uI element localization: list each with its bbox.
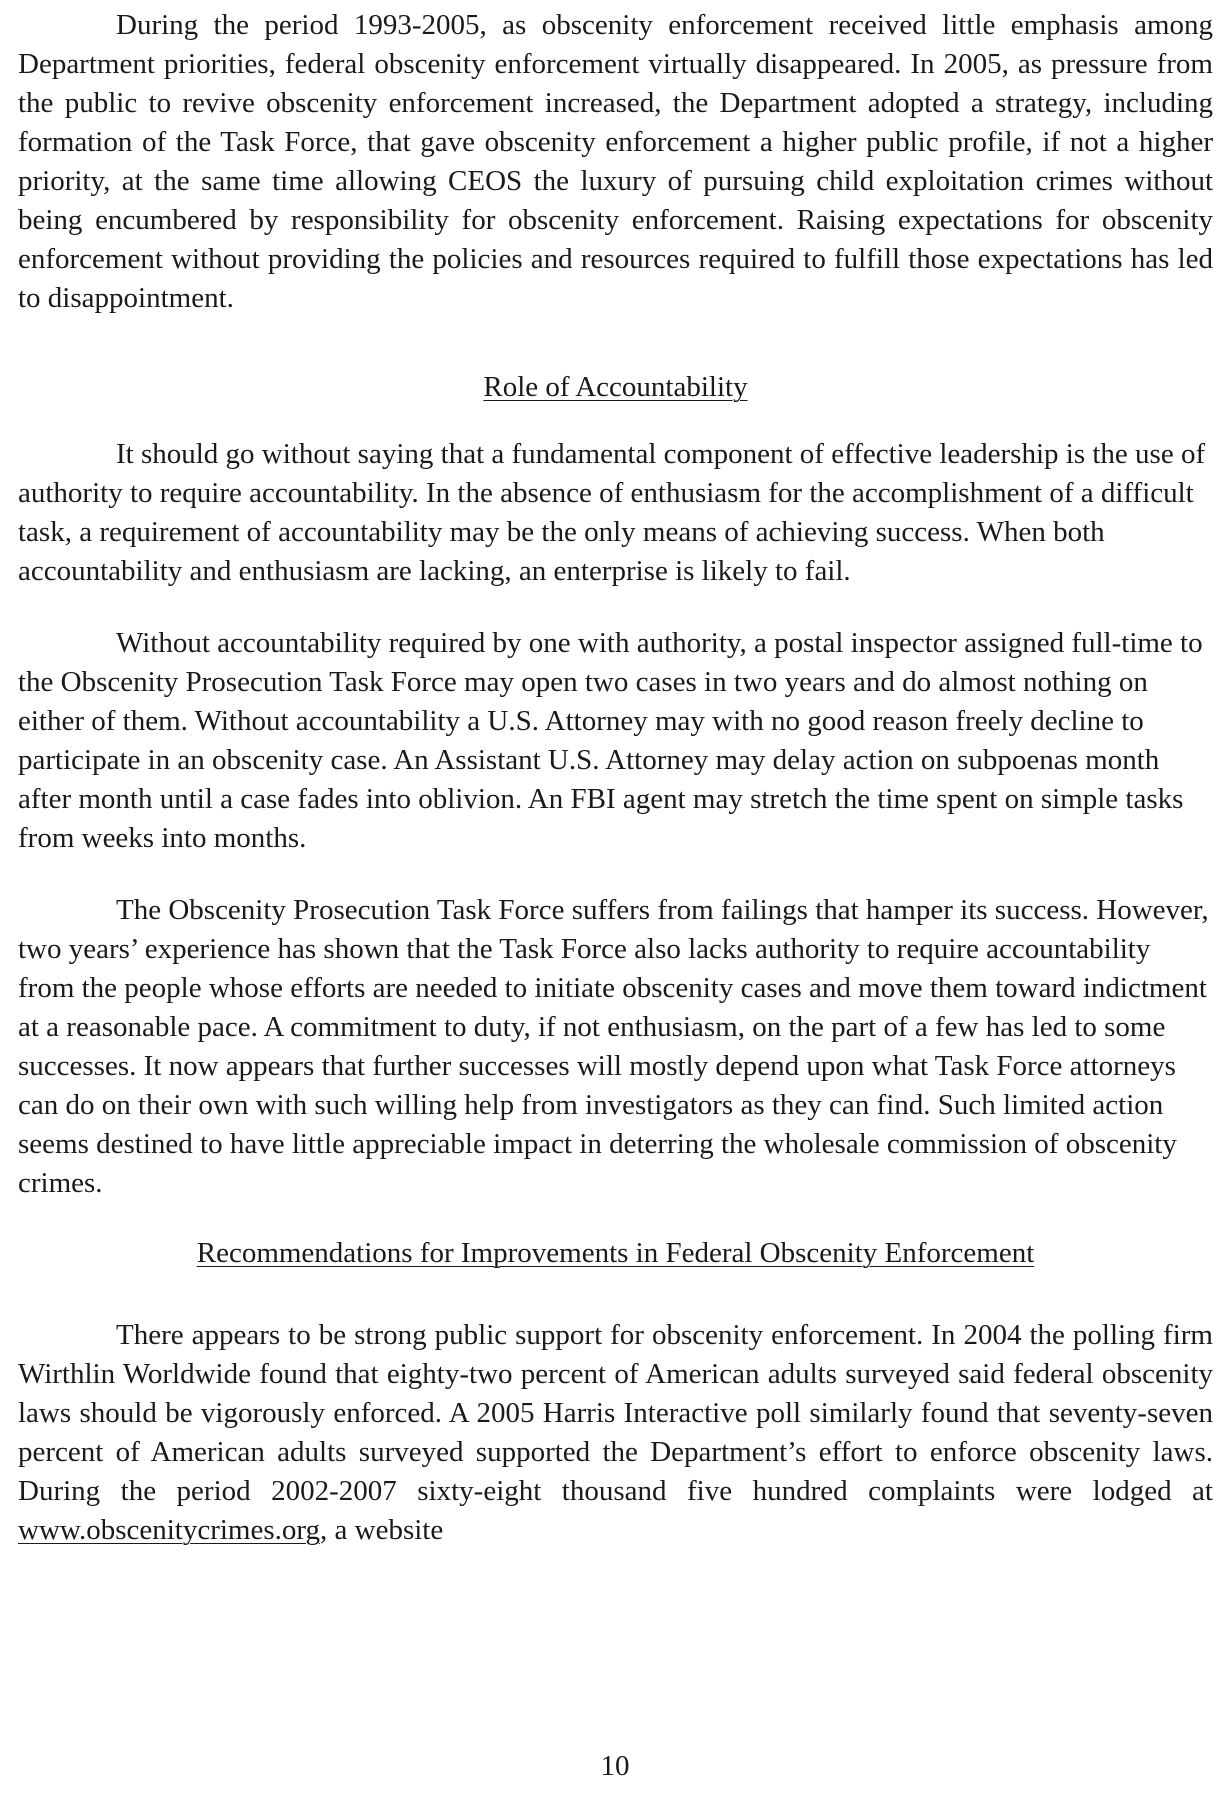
heading-text: Role of Accountability	[483, 371, 748, 403]
paragraph-text: The Obscenity Prosecution Task Force suffers from failings that hamper its success. However, two years’ experience has shown that the Task Force also lacks authority to require accountability from the people whose efforts are needed to initiate obscenity cases and move them toward indictment at a reasonable pace. A commitment to duty, if not enthusiasm, on the part of a few has led to some successes. It now appears that further successes will mostly depend upon what Task Force attorneys can do on their own with such willing help from investigators as they can find. Such limited action seems destined to have little appreciable impact in deterring the wholesale commission of obscenity crimes.	[18, 894, 1209, 1199]
paragraph-text: During the period 1993-2005, as obscenity enforcement received little emphasis among Department priorities, federal obscenity enforcement virtually disappeared. In 2005, as pressure from the public to revive obscenity enforcement increased, the Department adopted a strategy, including formation of the Task Force, that gave obscenity enforcement a higher public profile, if not a higher priority, at the same time allowing CEOS the luxury of pursuing child exploitation crimes without being encumbered by responsibility for obscenity enforcement. Raising expectations for obscenity enforcement without providing the policies and resources required to fulfill those expectations has led to disappointment.	[18, 9, 1213, 314]
paragraph-text: There appears to be strong public support for obscenity enforcement. In 2004 the polling firm Wirthlin Worldwide found that eighty-two percent of American adults surveyed said federal obscenity laws should be vigorously enforced. A 2005 Harris Interactive poll similarly found that seventy-seven percent of American adults surveyed supported the Department’s effort to enforce obscenity laws. During the period 2002-2007 sixty-eight thousand five hundred complaints were lodged at	[18, 1319, 1213, 1507]
section-heading-recommendations	[18, 1234, 1213, 1273]
document-page	[18, 6, 1213, 1550]
paragraph-public-support	[18, 1316, 1213, 1550]
website-link[interactable]: www.obscenitycrimes.org	[18, 1514, 321, 1546]
section-heading-accountability	[18, 368, 1213, 407]
paragraph-enforcement-history	[18, 6, 1213, 318]
heading-text: Recommendations for Improvements in Federal Obscenity Enforcement	[196, 1237, 1035, 1269]
paragraph-task-force-failings	[18, 891, 1213, 1203]
paragraph-leadership	[18, 435, 1213, 591]
page-number: 10	[600, 1750, 630, 1782]
paragraph-without-accountability	[18, 624, 1213, 858]
paragraph-text: It should go without saying that a fundamental component of effective leadership is the use of authority to require accountability. In the absence of enthusiasm for the accomplishment of a difficult task, a requirement of accountability may be the only means of achieving success. When both accountability and enthusiasm are lacking, an enterprise is likely to fail.	[18, 438, 1206, 587]
paragraph-text: Without accountability required by one with authority, a postal inspector assigned full-time to the Obscenity Prosecution Task Force may open two cases in two years and do almost nothing on either of them. Without accountability a U.S. Attorney may with no good reason freely decline to participate in an obscenity case. An Assistant U.S. Attorney may delay action on subpoenas month after month until a case fades into oblivion. An FBI agent may stretch the time spent on simple tasks from weeks into months.	[18, 627, 1203, 854]
paragraph-text-tail: , a website	[320, 1514, 444, 1546]
